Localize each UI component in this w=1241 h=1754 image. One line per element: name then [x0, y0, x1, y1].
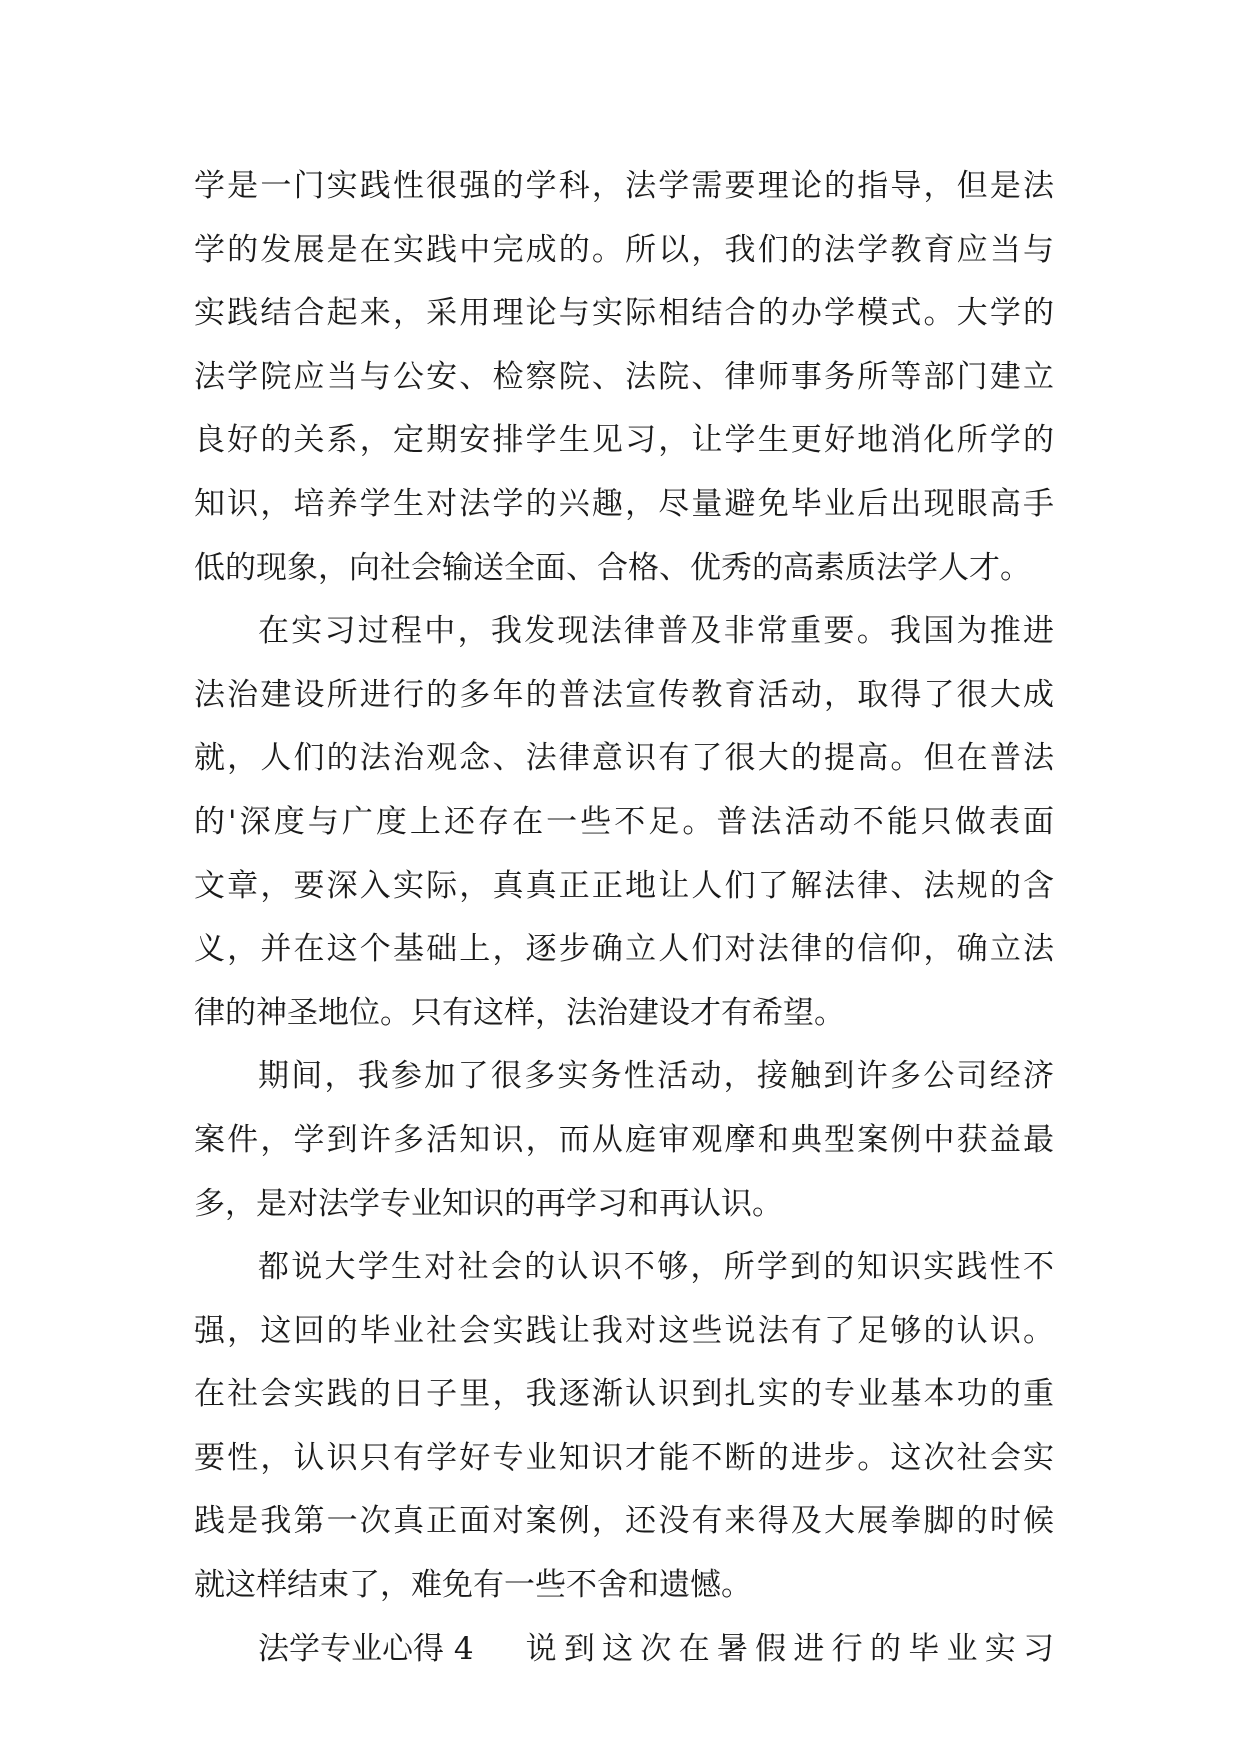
text-line: 强，这回的毕业社会实践让我对这些说法有了足够的认识。	[194, 1312, 1054, 1349]
text-line: 知识，培养学生对法学的兴趣，尽量避免毕业后出现眼高手	[194, 485, 1054, 522]
text-line: 要性，认识只有学好专业知识才能不断的进步。这次社会实	[194, 1439, 1054, 1476]
paragraph	[194, 1236, 1054, 1618]
text-line: 学是一门实践性很强的学科，法学需要理论的指导，但是法	[194, 168, 1054, 204]
text-line: 律的神圣地位。只有这样，法治建设才有希望。	[194, 994, 845, 1031]
text-line: 低的现象，向社会输送全面、合格、优秀的高素质法学人才。	[194, 549, 1031, 586]
text-line: 在实习过程中，我发现法律普及非常重要。我国为推进	[258, 613, 1054, 650]
text-line: 法学院应当与公安、检察院、法院、律师事务所等部门建立	[194, 358, 1054, 395]
text-line: 案件，学到许多活知识，而从庭审观摩和典型案例中获益最	[194, 1121, 1054, 1158]
text-line: 实践结合起来，采用理论与实际相结合的办学模式。大学的	[194, 295, 1054, 332]
text-line: 学的发展是在实践中完成的。所以，我们的法学教育应当与	[194, 231, 1054, 268]
text-line: 的'深度与广度上还存在一些不足。普法活动不能只做表面	[194, 803, 1054, 840]
section-heading-line	[194, 1618, 1054, 1682]
paragraph	[194, 155, 1054, 600]
text-line: 良好的关系，定期安排学生见习，让学生更好地消化所学的	[194, 422, 1054, 459]
text-line: 践是我第一次真正面对案例，还没有来得及大展拳脚的时候	[194, 1503, 1054, 1540]
text-line: 都说大学生对社会的认识不够，所学到的知识实践性不	[258, 1249, 1054, 1286]
paragraph	[194, 600, 1054, 1045]
text-line: 多，是对法学专业知识的再学习和再认识。	[194, 1185, 783, 1222]
section-opening-text: 说到这次在暑假进行的毕业实习	[525, 1630, 1054, 1667]
section-title: 法学专业心得 4	[258, 1630, 474, 1667]
text-line: 在社会实践的日子里，我逐渐认识到扎实的专业基本功的重	[194, 1376, 1054, 1413]
text-line: 期间，我参加了很多实务性活动，接触到许多公司经济	[258, 1058, 1054, 1095]
document-body	[194, 155, 1054, 1681]
text-line: 就这样结束了，难免有一些不舍和遗憾。	[194, 1567, 752, 1604]
text-line: 法治建设所进行的多年的普法宣传教育活动，取得了很大成	[194, 676, 1054, 713]
text-line: 文章，要深入实际，真真正正地让人们了解法律、法规的含	[194, 867, 1054, 904]
paragraph	[194, 1045, 1054, 1236]
text-line: 义，并在这个基础上，逐步确立人们对法律的信仰，确立法	[194, 931, 1054, 968]
text-line: 就，人们的法治观念、法律意识有了很大的提高。但在普法	[194, 740, 1054, 777]
